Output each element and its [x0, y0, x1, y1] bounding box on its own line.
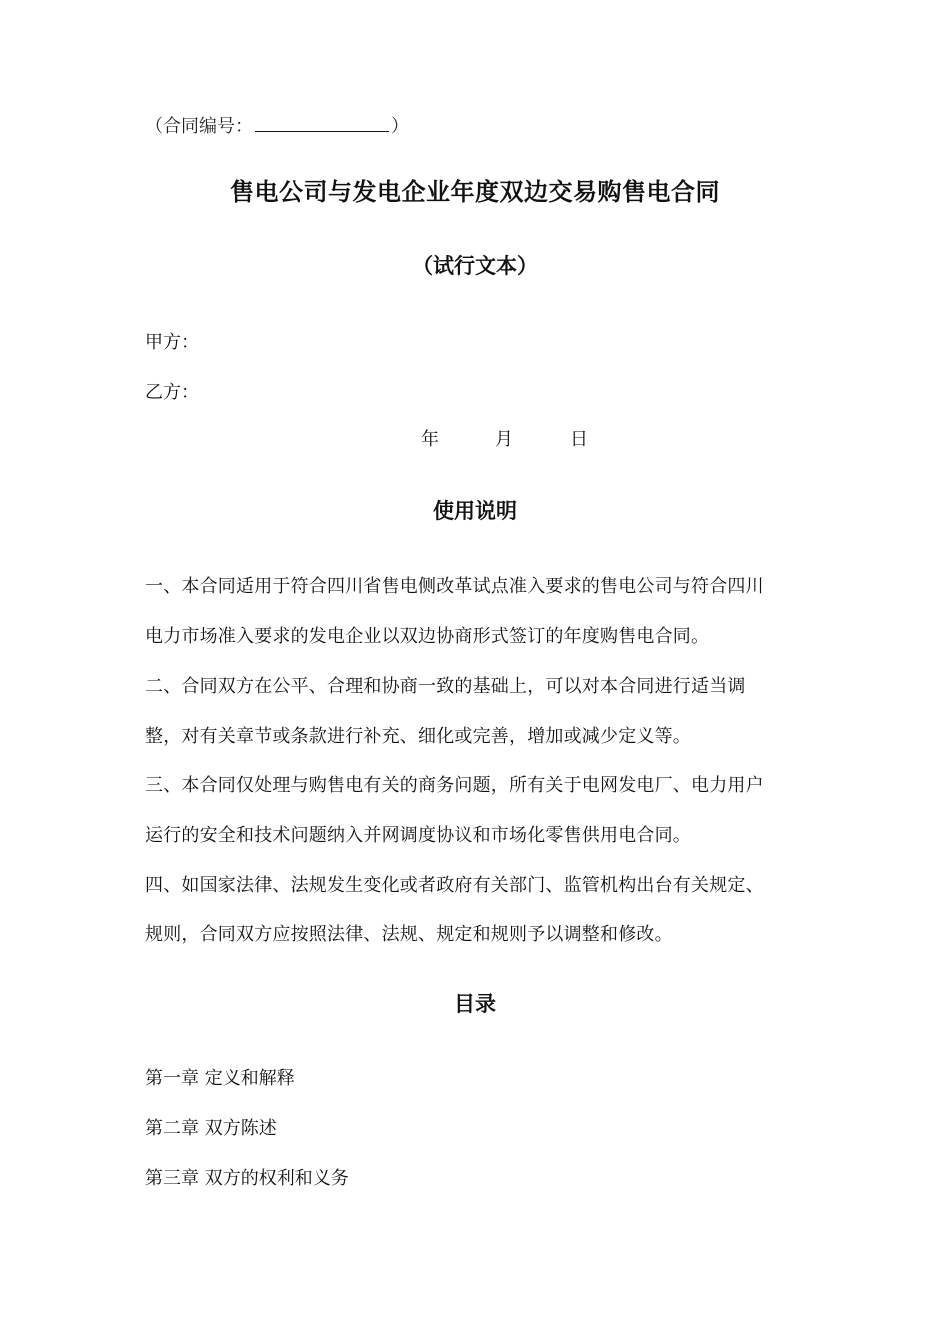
toc-item[interactable]: 第一章 定义和解释	[145, 1068, 295, 1089]
date-month: 月	[495, 429, 513, 450]
document-title: 售电公司与发电企业年度双边交易购售电合同	[230, 178, 720, 206]
instruction-line: 四、如国家法律、法规发生变化或者政府有关部门、监管机构出台有关规定、	[145, 875, 764, 896]
instruction-line: 电力市场准入要求的发电企业以双边协商形式签订的年度购售电合同。	[145, 626, 710, 647]
instruction-line: 一、本合同适用于符合四川省售电侧改革试点准入要求的售电公司与符合四川	[145, 576, 764, 597]
date-day: 日	[570, 429, 588, 450]
document-subtitle: （试行文本）	[412, 254, 538, 278]
toc-item[interactable]: 第三章 双方的权利和义务	[145, 1168, 349, 1189]
party-b-label: 乙方：	[145, 382, 199, 403]
contract-number-line	[145, 112, 409, 138]
party-a-label: 甲方：	[145, 332, 199, 353]
instruction-line: 整，对有关章节或条款进行补充、细化或完善，增加或减少定义等。	[145, 726, 691, 747]
contract-number-suffix: ）	[391, 116, 409, 137]
instruction-line: 规则，合同双方应按照法律、法规、规定和规则予以调整和修改。	[145, 924, 673, 945]
contract-number-prefix: （合同编号：	[145, 116, 253, 137]
instruction-line: 运行的安全和技术问题纳入并网调度协议和市场化零售供用电合同。	[145, 825, 691, 846]
date-year: 年	[421, 429, 439, 450]
instructions-heading: 使用说明	[433, 499, 517, 523]
toc-heading: 目录	[454, 992, 496, 1016]
toc-item[interactable]: 第二章 双方陈述	[145, 1118, 277, 1139]
instruction-line: 二、合同双方在公平、合理和协商一致的基础上，可以对本合同进行适当调	[145, 676, 746, 697]
contract-number-blank	[255, 117, 389, 132]
instruction-line: 三、本合同仅处理与购售电有关的商务问题，所有关于电网发电厂、电力用户	[145, 775, 764, 796]
